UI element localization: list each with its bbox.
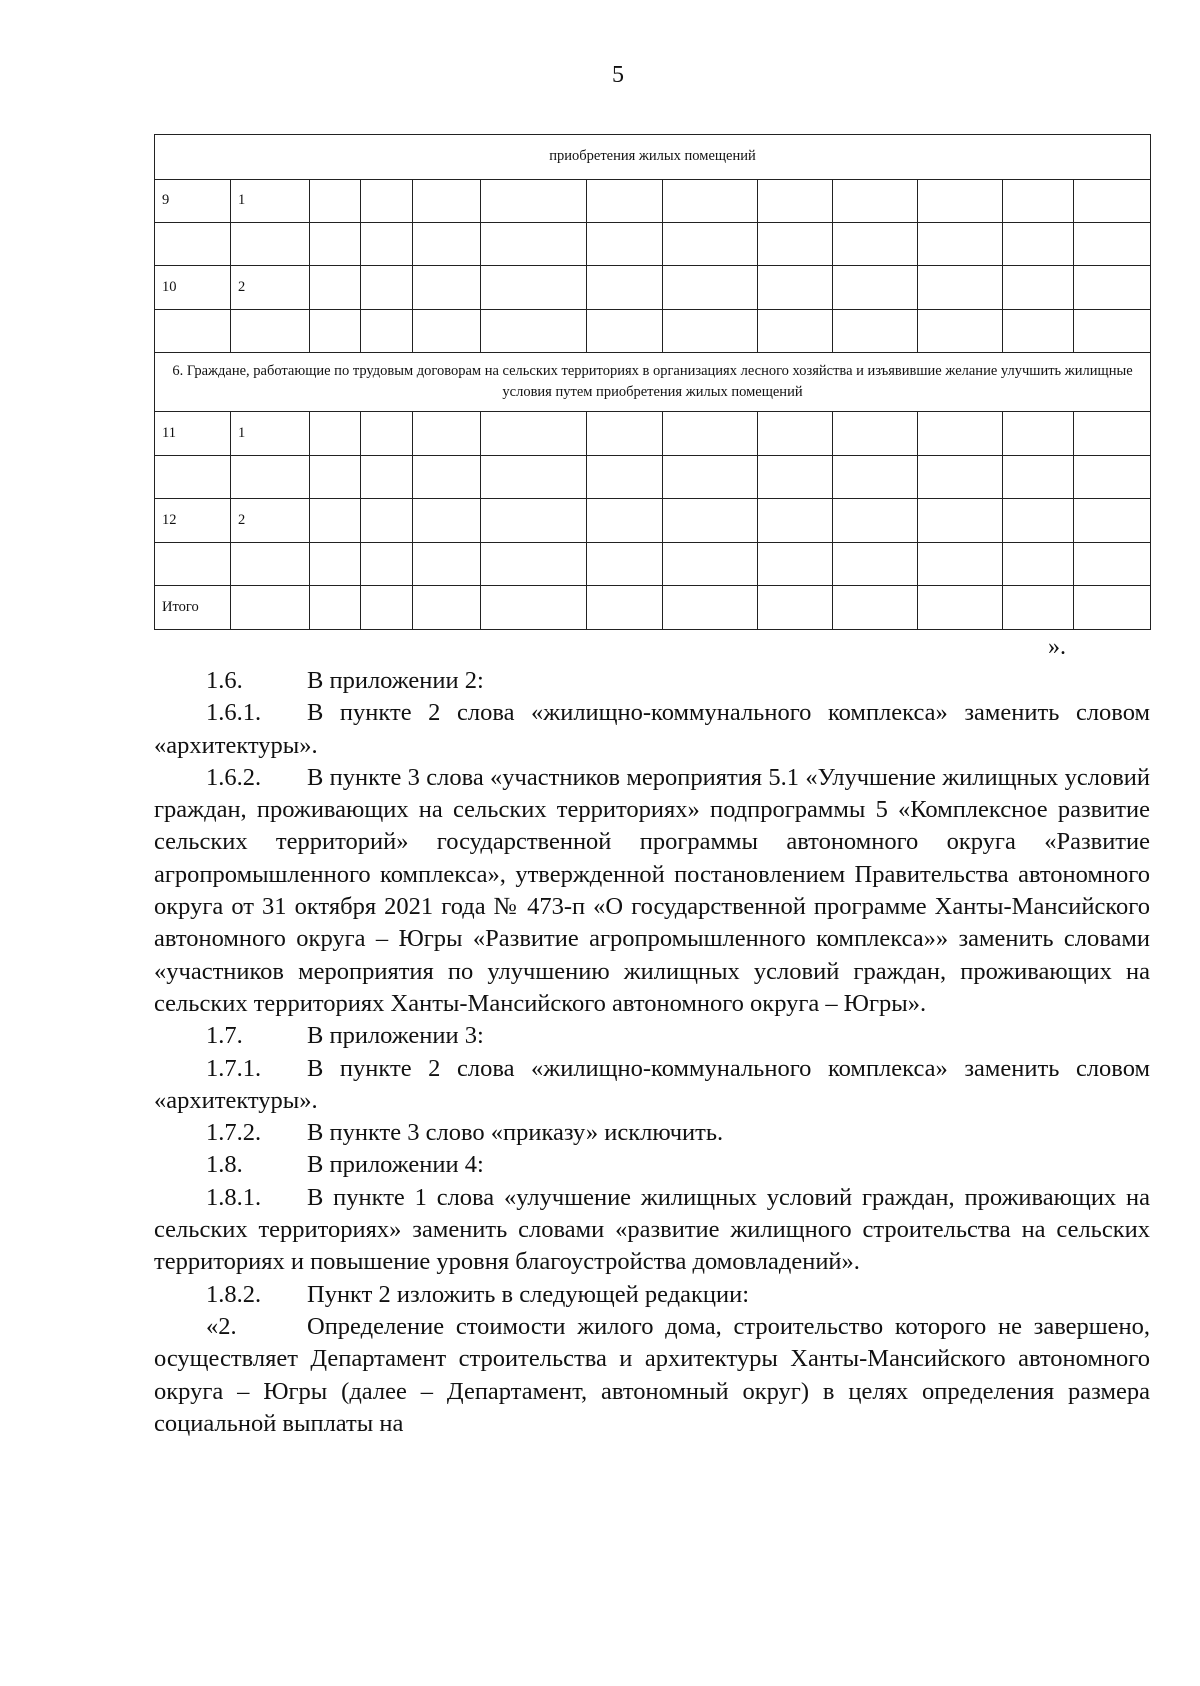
- table-cell: [413, 179, 481, 222]
- table-row: [155, 412, 1151, 455]
- table-cell: [918, 586, 1003, 630]
- table-row: [155, 542, 1151, 585]
- paragraph: [154, 1311, 1150, 1440]
- table-cell: [833, 542, 918, 585]
- paragraph-text: В приложении 4:: [307, 1151, 484, 1179]
- table-cell: [587, 179, 663, 222]
- table-cell: [413, 542, 481, 585]
- table-cell: [833, 499, 918, 542]
- data-table: [154, 134, 1151, 630]
- paragraph-number: 1.8.1.: [206, 1183, 262, 1211]
- table-section-row: [155, 135, 1151, 180]
- table-cell: [481, 499, 587, 542]
- table-cell: [413, 499, 481, 542]
- paragraph-number: 1.7.2.: [206, 1119, 262, 1147]
- table-cell: [587, 586, 663, 630]
- table-cell: [758, 223, 833, 266]
- table-cell: [361, 499, 413, 542]
- table-cell: [1003, 499, 1074, 542]
- table-cell: [155, 223, 231, 266]
- table-section-row: [155, 353, 1151, 412]
- table-cell: [481, 266, 587, 309]
- table-cell: 1: [231, 179, 310, 222]
- table-cell: [361, 266, 413, 309]
- table-cell: [1003, 542, 1074, 585]
- table-cell: [481, 455, 587, 498]
- table-cell: [231, 586, 310, 630]
- table-cell: [663, 179, 758, 222]
- paragraph-number: 1.6.2.: [206, 763, 262, 791]
- table-cell: [587, 455, 663, 498]
- table-cell: 1: [231, 412, 310, 455]
- table-cell: [413, 586, 481, 630]
- paragraph: [154, 1182, 1150, 1279]
- table-cell: [155, 455, 231, 498]
- table-cell: [310, 309, 361, 352]
- paragraph-number: 1.7.: [206, 1022, 243, 1050]
- table-cell: [758, 266, 833, 309]
- table-cell: [918, 455, 1003, 498]
- table-cell: [1074, 266, 1151, 309]
- table-cell: [231, 309, 310, 352]
- table-cell: [310, 412, 361, 455]
- table-cell: [1003, 455, 1074, 498]
- table-cell: [481, 223, 587, 266]
- table-cell: [1003, 223, 1074, 266]
- total-label-cell: Итого: [155, 586, 231, 630]
- paragraph: [154, 1117, 1150, 1149]
- table-cell: [155, 542, 231, 585]
- table-cell: [758, 179, 833, 222]
- table-row: [155, 499, 1151, 542]
- table-section-header: приобретения жилых помещений: [155, 135, 1151, 180]
- table-cell: [413, 412, 481, 455]
- paragraph: [154, 665, 1150, 697]
- table-cell: [918, 542, 1003, 585]
- table-cell: [833, 455, 918, 498]
- table-cell: [1074, 455, 1151, 498]
- table-cell: [758, 412, 833, 455]
- paragraph-number: 1.8.2.: [206, 1280, 262, 1308]
- row-number-cell: 10: [155, 266, 231, 309]
- table-cell: [310, 586, 361, 630]
- table-cell: [833, 586, 918, 630]
- table-cell: [481, 542, 587, 585]
- table-cell: [413, 455, 481, 498]
- table-cell: [231, 542, 310, 585]
- table-cell: [663, 266, 758, 309]
- table-cell: [310, 223, 361, 266]
- table-cell: [587, 499, 663, 542]
- table-cell: [833, 223, 918, 266]
- table-row: [155, 455, 1151, 498]
- table-cell: [1074, 223, 1151, 266]
- document-body: [154, 665, 1150, 1440]
- paragraph-number: «2.: [206, 1312, 237, 1340]
- table-cell: [310, 542, 361, 585]
- table-cell: [361, 586, 413, 630]
- table-cell: [361, 309, 413, 352]
- table-cell: [413, 266, 481, 309]
- table-cell: [361, 179, 413, 222]
- table-cell: [918, 499, 1003, 542]
- table-cell: [833, 412, 918, 455]
- table-cell: [310, 266, 361, 309]
- table-total-row: [155, 586, 1151, 630]
- paragraph-text: В пункте 3 слово «приказу» исключить.: [307, 1119, 724, 1147]
- table-cell: [231, 455, 310, 498]
- table-cell: [663, 455, 758, 498]
- table-cell: [663, 223, 758, 266]
- paragraph-text: В пункте 1 слова «улучшение жилищных условий граждан, проживающих на сельских территориях» заменить словами «развитие жилищного строительства на сельских территориях и повышение уровня благоустройства домовладений».: [154, 1183, 1150, 1276]
- table-cell: [663, 586, 758, 630]
- table-cell: [361, 223, 413, 266]
- table-cell: [758, 586, 833, 630]
- table-cell: [481, 179, 587, 222]
- paragraph: [154, 697, 1150, 762]
- table-cell: 2: [231, 266, 310, 309]
- paragraph-text: Пункт 2 изложить в следующей редакции:: [307, 1280, 750, 1308]
- table-cell: [918, 179, 1003, 222]
- row-number-cell: 11: [155, 412, 231, 455]
- table-cell: [758, 455, 833, 498]
- table-cell: [310, 499, 361, 542]
- table-cell: [758, 542, 833, 585]
- closing-quote: ».: [1048, 634, 1066, 660]
- table-cell: [758, 309, 833, 352]
- table-cell: [413, 309, 481, 352]
- row-number-cell: 12: [155, 499, 231, 542]
- paragraph-text: В приложении 2:: [307, 667, 484, 694]
- table-cell: [587, 542, 663, 585]
- table-cell: [1003, 266, 1074, 309]
- table-cell: [918, 309, 1003, 352]
- table-cell: [1003, 586, 1074, 630]
- paragraph-text: В приложении 3:: [307, 1022, 484, 1050]
- table-cell: [1074, 499, 1151, 542]
- table-cell: [663, 499, 758, 542]
- paragraph-text: В пункте 2 слова «жилищно-коммунального комплекса» заменить словом «архитектуры».: [154, 699, 1150, 759]
- table-cell: [918, 223, 1003, 266]
- paragraph-text: В пункте 2 слова «жилищно-коммунального комплекса» заменить словом «архитектуры».: [154, 1054, 1150, 1114]
- table-cell: [663, 542, 758, 585]
- paragraph-number: 1.6.: [206, 667, 243, 694]
- table-cell: [481, 412, 587, 455]
- table-cell: [155, 309, 231, 352]
- table-cell: [587, 309, 663, 352]
- table-cell: 2: [231, 499, 310, 542]
- paragraph: [154, 1053, 1150, 1118]
- paragraph: [154, 1279, 1150, 1311]
- table-cell: [1074, 412, 1151, 455]
- table-cell: [310, 455, 361, 498]
- table-cell: [833, 309, 918, 352]
- table-row: [155, 179, 1151, 222]
- table-row: [155, 266, 1151, 309]
- table-cell: [361, 412, 413, 455]
- table-cell: [231, 223, 310, 266]
- table-cell: [918, 412, 1003, 455]
- paragraph: [154, 762, 1150, 1020]
- paragraph-text: В пункте 3 слова «участников мероприятия 5.1 «Улучшение жилищных условий граждан, проживающих на сельских территориях» подпрограммы 5 «Комплексное развитие сельских территорий» государственной программы автономного округа «Развитие агропромышленного комплекса», утвержденной постановлением Правительства автономного округа от 31 октября 2021 года № 473-п «О государственной программе Ханты-Мансийского автономного округа – Югры «Развитие агропромышленного комплекса»» заменить словами «участников мероприятия по улучшению жилищных условий граждан, проживающих на сельских территориях Ханты-Мансийского автономного округа – Югры».: [154, 763, 1150, 1017]
- paragraph-number: 1.7.1.: [206, 1054, 262, 1082]
- table-cell: [663, 309, 758, 352]
- table-cell: [758, 499, 833, 542]
- table-cell: [1003, 179, 1074, 222]
- paragraph-number: 1.8.: [206, 1151, 243, 1179]
- table-cell: [310, 179, 361, 222]
- table-row: [155, 309, 1151, 352]
- page-number: 5: [612, 62, 624, 88]
- table-cell: [481, 586, 587, 630]
- table-cell: [361, 542, 413, 585]
- table-cell: [1074, 179, 1151, 222]
- table-cell: [587, 266, 663, 309]
- table-cell: [1003, 412, 1074, 455]
- paragraph: [154, 1149, 1150, 1181]
- table-cell: [413, 223, 481, 266]
- table-cell: [1074, 542, 1151, 585]
- table-cell: [587, 223, 663, 266]
- table-cell: [663, 412, 758, 455]
- table-cell: [361, 455, 413, 498]
- paragraph-text: Определение стоимости жилого дома, строительство которого не завершено, осуществляет Департамент строительства и архитектуры Ханты-Мансийского автономного округа – Югры (далее – Департамент, автономный округ) в целях определения размера социальной выплаты на: [154, 1312, 1150, 1437]
- table-cell: [481, 309, 587, 352]
- table-cell: [1074, 586, 1151, 630]
- paragraph-number: 1.6.1.: [206, 699, 262, 727]
- table-section-header: 6. Граждане, работающие по трудовым договорам на сельских территориях в организациях лесного хозяйства и изъявившие желание улучшить жилищные условия путем приобретения жилых помещений: [155, 353, 1151, 412]
- table-row: [155, 223, 1151, 266]
- table-cell: [587, 412, 663, 455]
- row-number-cell: 9: [155, 179, 231, 222]
- table-cell: [918, 266, 1003, 309]
- table-cell: [1074, 309, 1151, 352]
- table-cell: [833, 266, 918, 309]
- paragraph: [154, 1020, 1150, 1052]
- table-cell: [833, 179, 918, 222]
- table-cell: [1003, 309, 1074, 352]
